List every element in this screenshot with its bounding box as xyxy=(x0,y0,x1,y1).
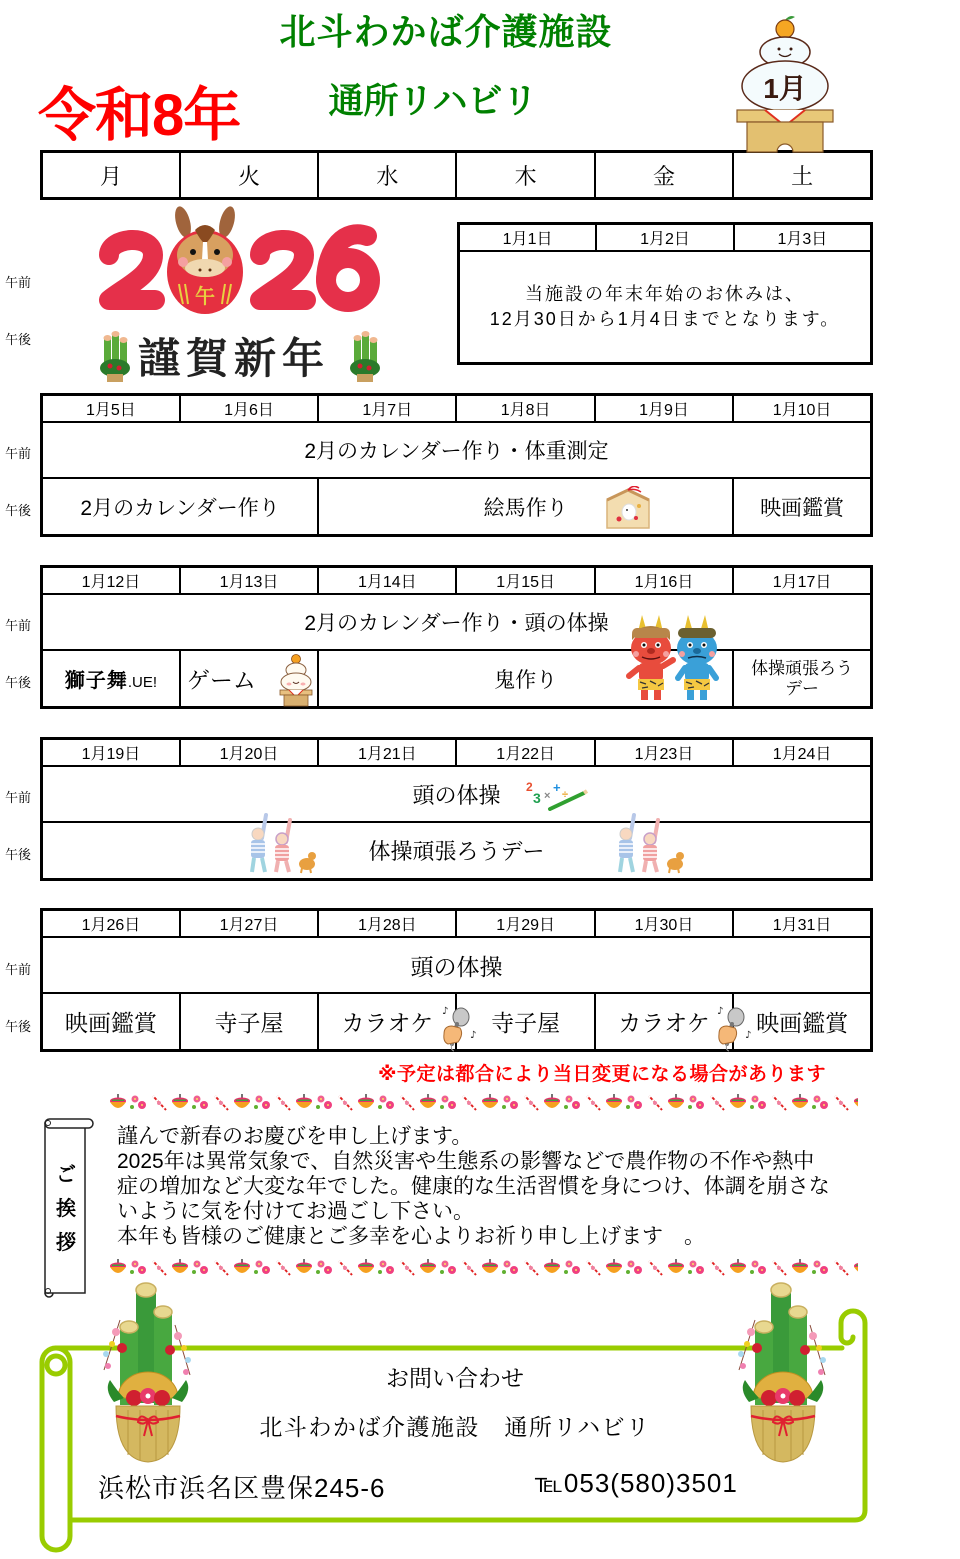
pm-label: 午後 xyxy=(5,503,32,518)
greeting-line: 本年も皆様のご健康とご多幸を心よりお祈り申し上げます 。 xyxy=(117,1225,705,1248)
pm-activity: 絵馬作り xyxy=(318,478,733,536)
pm-label: 午後 xyxy=(5,1019,32,1034)
date-cell: 1月9日 xyxy=(595,395,733,423)
date-cell: 1月12日 xyxy=(42,567,180,595)
era-year: 令和8年 xyxy=(38,83,241,148)
pm-activity: 映画鑑賞 xyxy=(733,478,871,536)
greeting-title xyxy=(50,1158,82,1260)
greeting-title-char: ご xyxy=(56,1164,76,1186)
pm-label: 午後 xyxy=(5,847,32,862)
contact-phone[interactable]: ℡053(580)3501 xyxy=(535,1468,738,1498)
date-cell: 1月23日 xyxy=(595,739,733,767)
svg-text:午: 午 xyxy=(195,286,215,308)
weekday-wed: 水 xyxy=(318,152,456,199)
svg-text:1月: 1月 xyxy=(763,73,807,104)
blue-oni-icon xyxy=(677,615,717,700)
pm-activity-line: 体操頑張ろう xyxy=(751,658,854,678)
svg-text:×: × xyxy=(544,790,551,802)
weekday-mon: 月 xyxy=(42,152,180,199)
am-label: 午前 xyxy=(5,962,32,977)
date-cell: 1月17日 xyxy=(733,567,871,595)
am-activity: 頭の体操 xyxy=(42,937,872,993)
pm-label: 午後 xyxy=(5,675,32,690)
contact-heading: お問い合わせ xyxy=(386,1365,524,1391)
greeting-title-char: 挨 xyxy=(56,1198,76,1220)
pm-activity: 寺子屋 xyxy=(180,993,318,1051)
week-4-table xyxy=(40,737,873,881)
date-cell: 1月6日 xyxy=(180,395,318,423)
weekday-fri: 金 xyxy=(595,152,733,199)
weekday-thu: 木 xyxy=(456,152,594,199)
greeting-line: 2025年は異常気象で、自然災害や生態系の影響などで農作物の不作や熱中 xyxy=(117,1150,815,1173)
am-label: 午前 xyxy=(5,446,32,461)
am-activity: 2月のカレンダー作り・体重測定 xyxy=(42,422,872,478)
date-cell: 1月20日 xyxy=(180,739,318,767)
pm-activity: カラオケ xyxy=(318,993,456,1051)
greeting-title-char: 拶 xyxy=(56,1232,76,1254)
svg-text:3: 3 xyxy=(533,790,541,806)
date-cell: 1月15日 xyxy=(456,567,594,595)
am-activity: 2月のカレンダー作り・頭の体操 xyxy=(42,594,872,650)
week-3-table xyxy=(40,565,873,709)
svg-text:2: 2 xyxy=(526,780,533,794)
pm-label: 午後 xyxy=(5,332,32,347)
date-cell: 1月24日 xyxy=(733,739,871,767)
date-cell: 1月31日 xyxy=(733,910,871,938)
pm-activity-game: ゲーム xyxy=(180,650,318,708)
contact-address: 浜松市浜名区豊保245-6 xyxy=(98,1473,386,1503)
date-cell: 1月26日 xyxy=(42,910,180,938)
date-cell: 1月1日 xyxy=(459,224,597,252)
svg-text:÷: ÷ xyxy=(562,789,569,801)
microphone-icon xyxy=(715,1004,755,1052)
oni-pair-icon xyxy=(626,612,722,704)
math-symbols-icon xyxy=(524,779,588,811)
date-cell: 1月28日 xyxy=(318,910,456,938)
greeting-message xyxy=(117,1124,830,1249)
notice-line: 12月30日から1月4日までとなります。 xyxy=(489,309,841,329)
pm-activity: 映画鑑賞 xyxy=(42,993,180,1051)
week-2-table xyxy=(40,393,873,537)
mini-kadomatsu-icon xyxy=(350,331,380,382)
date-cell: 1月27日 xyxy=(180,910,318,938)
date-cell: 1月14日 xyxy=(318,567,456,595)
facility-title: 北斗わかば介護施設 xyxy=(279,11,613,52)
date-cell: 1月29日 xyxy=(456,910,594,938)
pm-activity: 体操頑張ろうデー xyxy=(42,822,872,880)
pm-activity-shishimai xyxy=(42,650,180,708)
shishimai-suffix: .UE! xyxy=(127,674,157,691)
greeting-line: 症の増加など大変な年でした。健康的な生活習慣を身につけ、体調を崩さな xyxy=(117,1175,830,1198)
kagami-mochi-small-icon xyxy=(277,653,315,707)
weekday-header xyxy=(40,150,873,200)
holiday-notice xyxy=(459,251,872,364)
pm-activity-line: デー xyxy=(785,678,820,698)
pm-activity xyxy=(733,650,871,708)
week-1-table xyxy=(457,222,873,365)
pm-activity: 映画鑑賞 xyxy=(733,993,871,1051)
svg-text:♪: ♪ xyxy=(717,1006,724,1017)
pm-activity: カラオケ xyxy=(595,993,733,1051)
date-cell: 1月21日 xyxy=(318,739,456,767)
greeting-line: 謹んで新春のお慶びを申し上げます。 xyxy=(117,1125,473,1148)
date-cell: 1月22日 xyxy=(456,739,594,767)
am-label: 午前 xyxy=(5,275,32,290)
date-cell: 1月16日 xyxy=(595,567,733,595)
date-cell: 1月30日 xyxy=(595,910,733,938)
weekday-sat: 土 xyxy=(733,152,871,199)
date-cell: 1月10日 xyxy=(733,395,871,423)
kagami-mochi-icon xyxy=(735,14,835,156)
exercise-people-icon xyxy=(244,812,324,874)
ema-plaque-icon xyxy=(603,486,653,532)
date-cell: 1月7日 xyxy=(318,395,456,423)
pm-activity: 寺子屋 xyxy=(456,993,594,1051)
svg-text:+: + xyxy=(553,780,561,795)
am-label: 午前 xyxy=(5,618,32,633)
svg-text:♪: ♪ xyxy=(470,1030,477,1041)
am-label: 午前 xyxy=(5,790,32,805)
date-cell: 1月5日 xyxy=(42,395,180,423)
service-title: 通所リハビリ xyxy=(328,82,538,121)
pm-activity: 鬼作り xyxy=(318,650,733,708)
date-cell: 1月13日 xyxy=(180,567,318,595)
date-cell: 1月3日 xyxy=(734,224,872,252)
date-cell: 1月2日 xyxy=(596,224,734,252)
greeting-line: いように気を付けてお過ごし下さい。 xyxy=(117,1200,474,1223)
microphone-icon xyxy=(440,1004,480,1052)
koma-plum-hamaya-border xyxy=(108,1094,858,1112)
mini-kadomatsu-icon xyxy=(100,331,130,382)
svg-text:♪: ♪ xyxy=(745,1030,752,1041)
kadomatsu-icon xyxy=(735,1280,830,1465)
notice-line: 当施設の年末年始のお休みは、 xyxy=(525,284,805,304)
exercise-people-icon xyxy=(612,812,692,874)
shishimai-text: 獅子舞 xyxy=(64,668,128,692)
date-cell: 1月8日 xyxy=(456,395,594,423)
schedule-change-note: ※予定は都合により当日変更になる場合があります xyxy=(378,1064,826,1085)
am-activity: 頭の体操 xyxy=(42,766,872,822)
contact-facility-name: 北斗わかば介護施設 通所リハビリ xyxy=(259,1414,651,1440)
svg-text:♪: ♪ xyxy=(442,1006,449,1017)
weekday-tue: 火 xyxy=(180,152,318,199)
red-oni-icon xyxy=(629,615,673,700)
pm-activity: 2月のカレンダー作り xyxy=(42,478,319,536)
date-cell: 1月19日 xyxy=(42,739,180,767)
kadomatsu-icon xyxy=(100,1280,195,1465)
kinga-shinnen-text: 謹賀新年 xyxy=(138,334,331,383)
koma-plum-hamaya-border xyxy=(108,1259,858,1277)
